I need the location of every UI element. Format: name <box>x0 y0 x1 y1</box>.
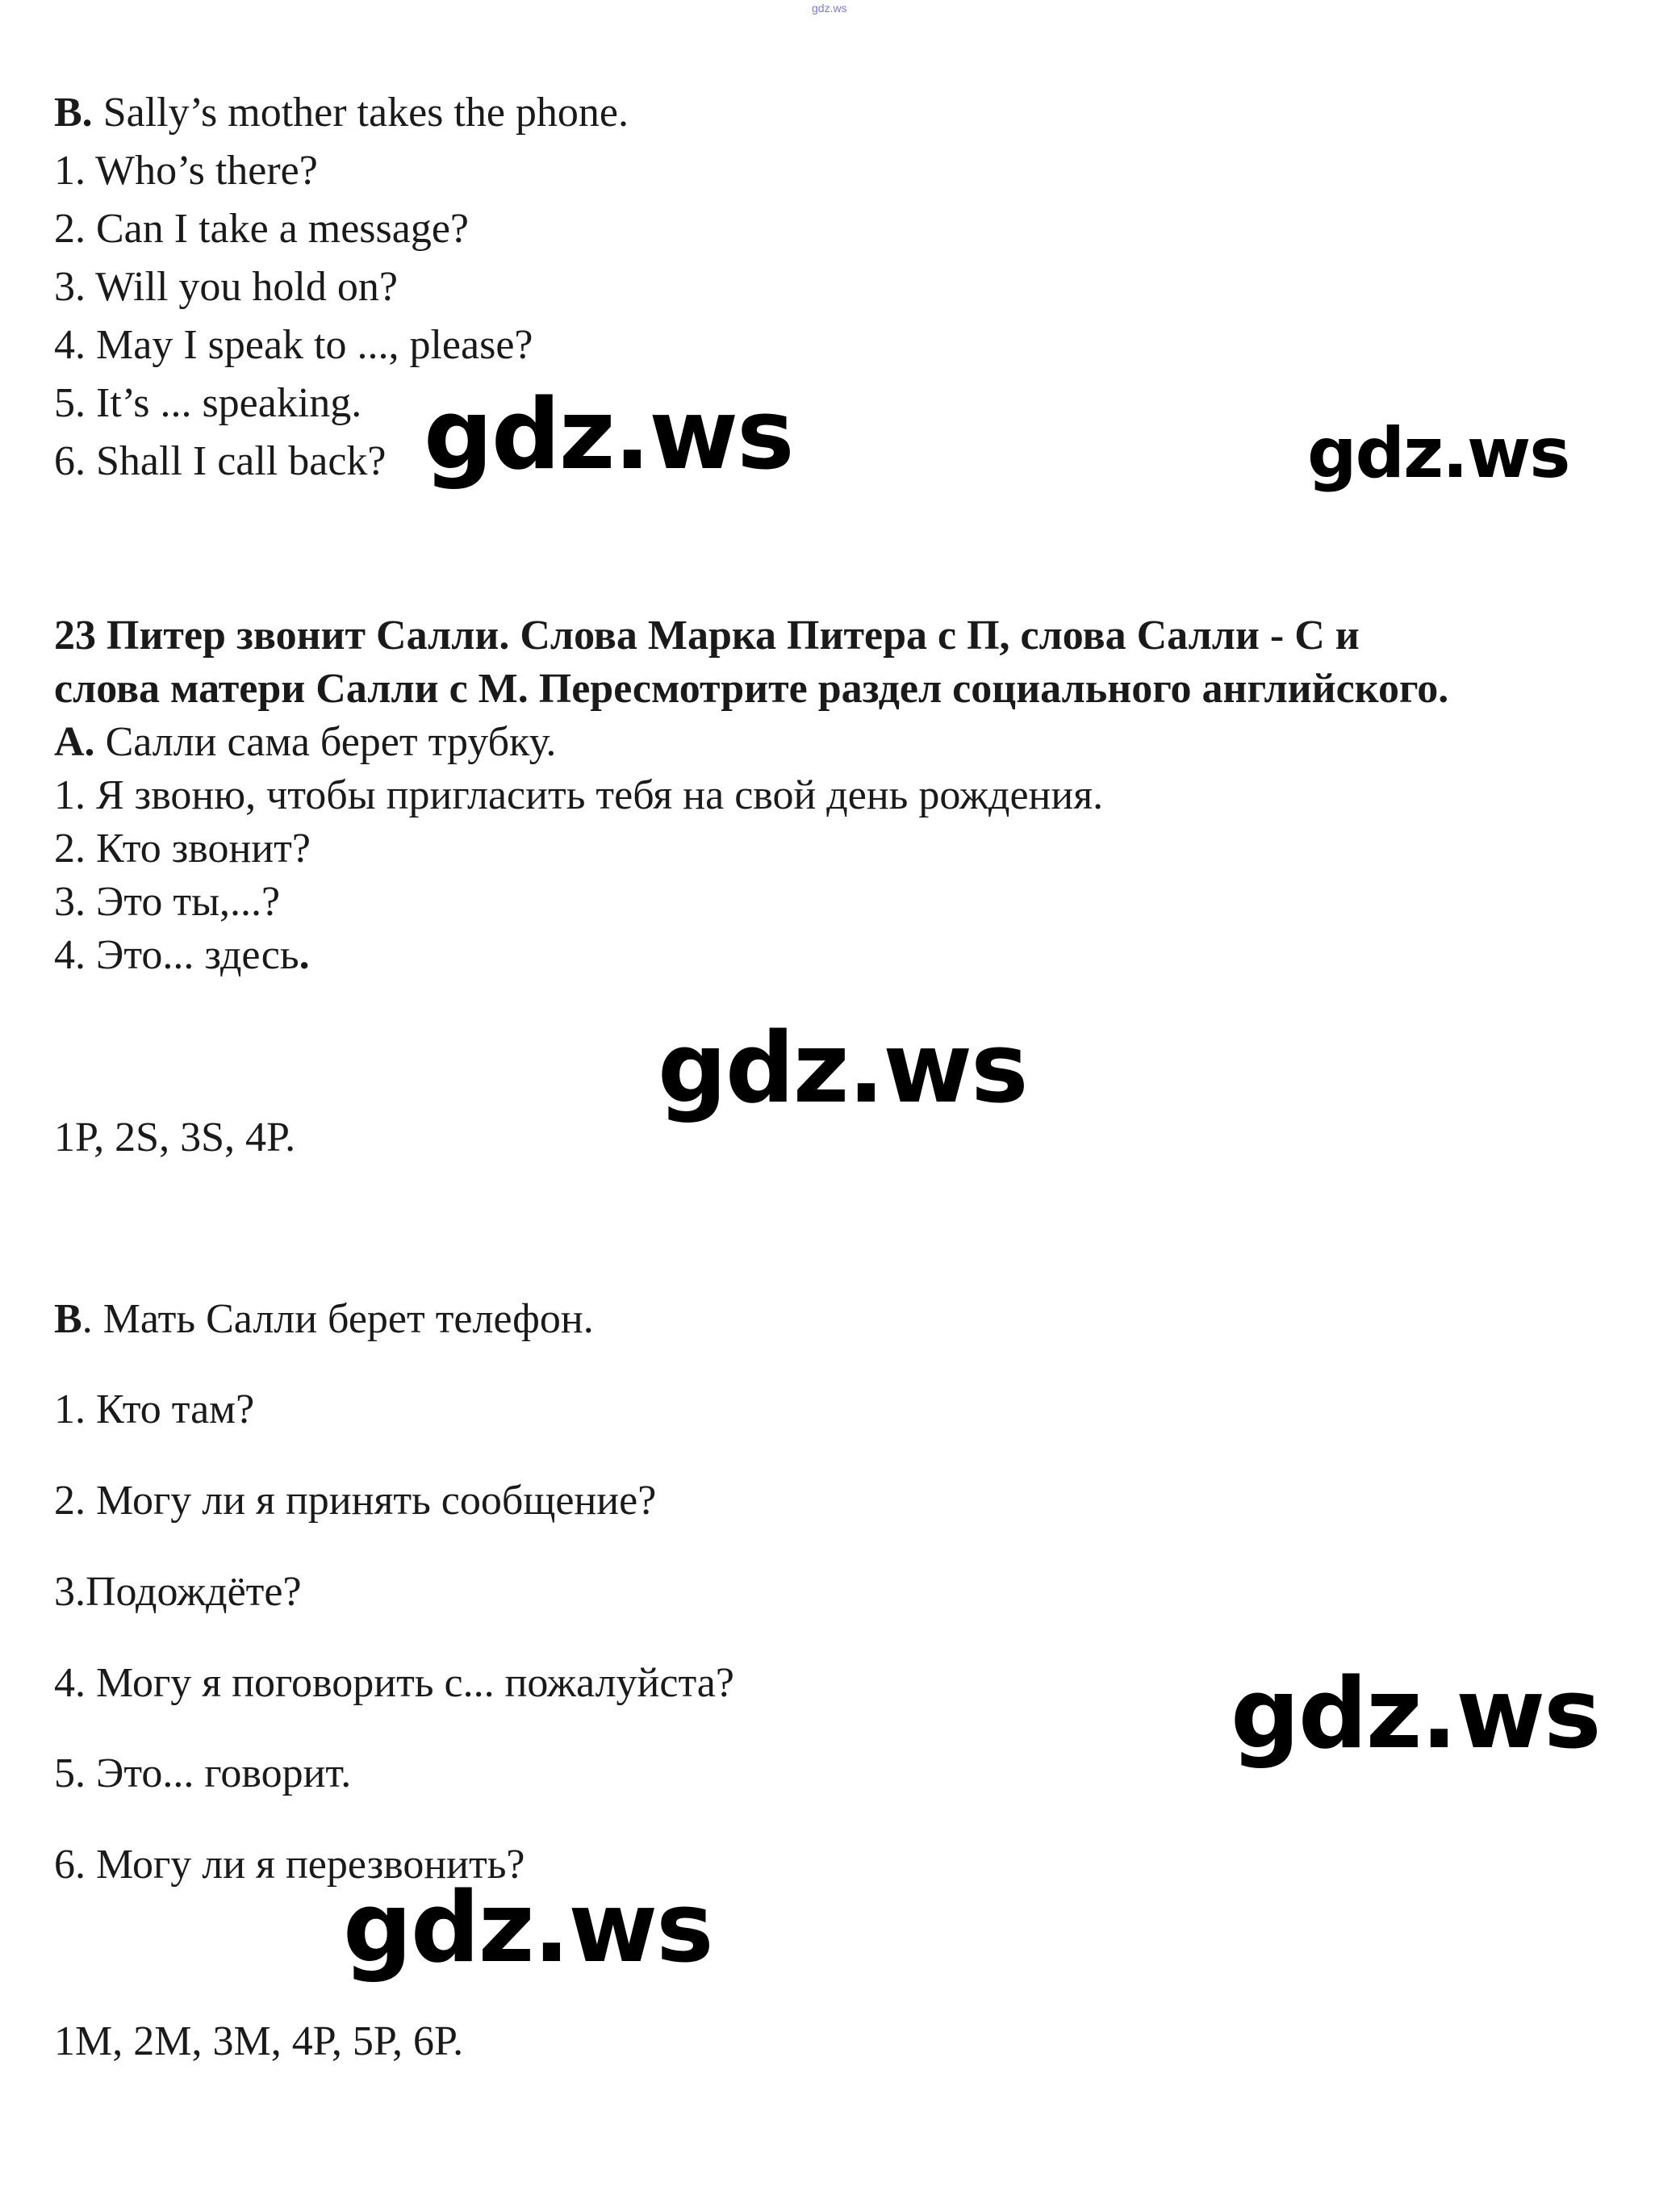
section-b-en-title <box>54 89 629 137</box>
list-item: 1. Я звоню, чтобы пригласить тебя на свой день рождения. <box>54 772 1104 818</box>
list-item: 3.Подождёте? <box>54 1569 302 1615</box>
list-item: 2. Can I take a message? <box>54 206 470 252</box>
top-watermark: gdz.ws <box>812 2 847 15</box>
watermark: gdz.ws <box>343 1872 713 1984</box>
watermark: gdz.ws <box>424 379 793 491</box>
list-item: 6. Могу ли я перезвонить? <box>54 1842 525 1888</box>
watermark: gdz.ws <box>658 1013 1027 1125</box>
part-b-answer: 1M, 2M, 3M, 4P, 5P, 6P. <box>54 2018 464 2064</box>
list-item: 5. It’s ... speaking. <box>54 380 362 426</box>
list-item: 5. Это... говорит. <box>54 1750 352 1796</box>
part-a-answer: 1P, 2S, 3S, 4P. <box>54 1114 296 1160</box>
part-b-title <box>54 1295 594 1344</box>
task-heading-line-2: слова матери Салли с М. Пересмотрите раздел социального английского. <box>54 666 1449 712</box>
part-a-title <box>54 718 556 767</box>
watermark: gdz.ws <box>1307 413 1569 494</box>
part-a-letter: A. <box>54 719 95 765</box>
section-title-text: Sally’s mother takes the phone. <box>92 90 629 136</box>
list-item: 4. May I speak to ..., please? <box>54 322 533 368</box>
part-a-title-text: Салли сама берет трубку. <box>94 719 557 765</box>
list-item: 6. Shall I call back? <box>54 438 387 484</box>
list-item <box>54 931 310 980</box>
item-end-period: . <box>299 932 310 978</box>
list-item: 2. Кто звонит? <box>54 826 311 872</box>
section-letter: B. <box>54 90 93 136</box>
item-text: 4. Это... здесь <box>54 932 299 978</box>
list-item: 1. Кто там? <box>54 1386 255 1432</box>
part-b-letter: B <box>54 1296 82 1342</box>
list-item: 3. Это ты,...? <box>54 879 281 925</box>
list-item: 1. Who’s there? <box>54 148 318 194</box>
task-heading-line-1: 23 Питер звонит Салли. Слова Марка Питера с П, слова Салли - С и <box>54 613 1360 659</box>
part-b-title-text: . Мать Салли берет телефон. <box>81 1296 594 1342</box>
watermark: gdz.ws <box>1231 1658 1600 1771</box>
list-item: 4. Могу я поговорить с... пожалуйста? <box>54 1660 734 1706</box>
list-item: 2. Могу ли я принять сообщение? <box>54 1478 657 1524</box>
list-item: 3. Will you hold on? <box>54 264 398 310</box>
